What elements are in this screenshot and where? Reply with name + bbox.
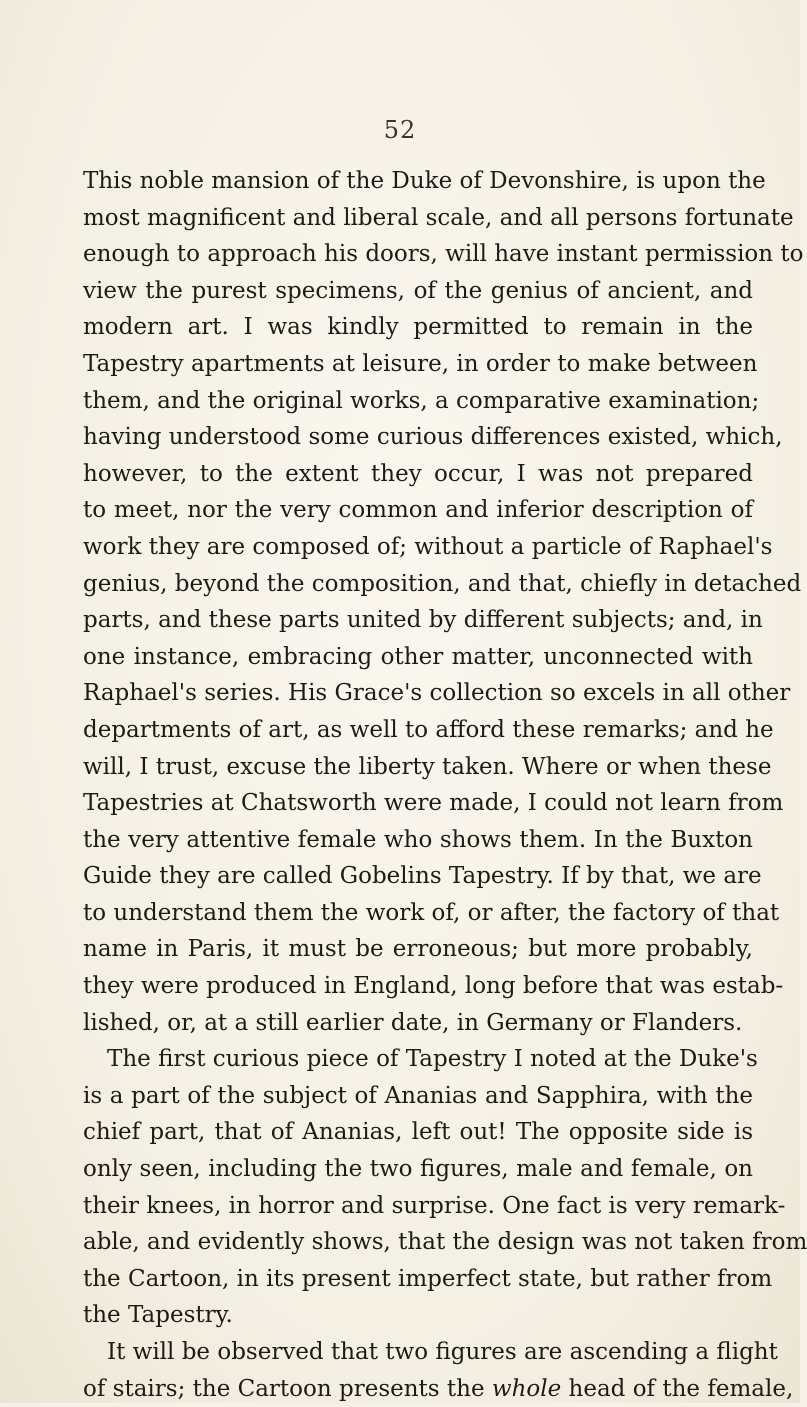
text-line: their knees, in horror and surprise. One fact is very remark- (83, 1192, 786, 1219)
body-text (83, 163, 807, 1407)
text-line: modern art. I was kindly permitted to remain in the (83, 314, 753, 341)
text-line: however, to the extent they occur, I was not prepared (83, 460, 753, 487)
text-line: they were produced in England, long before that was estab- (83, 973, 784, 1000)
text-line: Guide they are called Gobelins Tapestry. If by that, we are (83, 863, 762, 890)
text-line: will, I trust, excuse the liberty taken. Where or when these (83, 753, 772, 780)
text-line: parts, and these parts united by different subjects; and, in (83, 607, 763, 634)
text-line: Tapestries at Chatsworth were made, I could not learn from (83, 790, 784, 817)
text-line: the very attentive female who shows them. In the Buxton (83, 826, 753, 853)
text-line: the Tapestry. (83, 1302, 233, 1329)
text-line: It will be observed that two figures are ascending a flight (107, 1339, 778, 1365)
text-line-mixed (83, 1371, 794, 1407)
page-number: 52 (383, 116, 417, 144)
text-line: them, and the original works, a comparative examination; (83, 387, 760, 414)
text-line: view the purest specimens, of the genius of ancient, and (83, 277, 753, 304)
text-line: able, and evidently shows, that the design was not taken from (83, 1229, 807, 1256)
text-run: head of the female, (568, 1375, 794, 1402)
italic-text-run: whole (491, 1375, 562, 1402)
text-line: chief part, that of Ananias, left out! The opposite side is (83, 1119, 753, 1146)
text-line: is a part of the subject of Ananias and Sapphira, with the (83, 1082, 753, 1109)
text-line: having understood some curious differences existed, which, (83, 424, 783, 451)
text-line: enough to approach his doors, will have instant permission to (83, 241, 804, 268)
text-run: of stairs; the Cartoon presents the (83, 1375, 485, 1402)
text-line: Tapestry apartments at leisure, in order to make between (83, 350, 758, 377)
text-line: Raphael's series. His Grace's collection so excels in all other (83, 680, 791, 707)
text-line: the Cartoon, in its present imperfect state, but rather from (83, 1265, 773, 1292)
text-line: work they are composed of; without a particle of Raphael's (83, 533, 773, 560)
text-line: name in Paris, it must be erroneous; but more probably, (83, 936, 753, 963)
text-line: lished, or, at a still earlier date, in Germany or Flanders. (83, 1009, 743, 1036)
text-line: most magnificent and liberal scale, and all persons fortunate (83, 204, 794, 231)
text-line: only seen, including the two figures, male and female, on (83, 1156, 753, 1183)
text-line: to understand them the work of, or after, the factory of that (83, 899, 780, 926)
text-line: to meet, nor the very common and inferior description of (83, 497, 753, 524)
text-line: The first curious piece of Tapestry I noted at the Duke's (107, 1046, 758, 1073)
text-line: This noble mansion of the Duke of Devonshire, is upon the (83, 168, 766, 194)
text-line: genius, beyond the composition, and that, chiefly in detached (83, 570, 802, 597)
text-line: departments of art, as well to afford these remarks; and he (83, 716, 774, 743)
text-line: one instance, embracing other matter, unconnected with (83, 643, 753, 670)
